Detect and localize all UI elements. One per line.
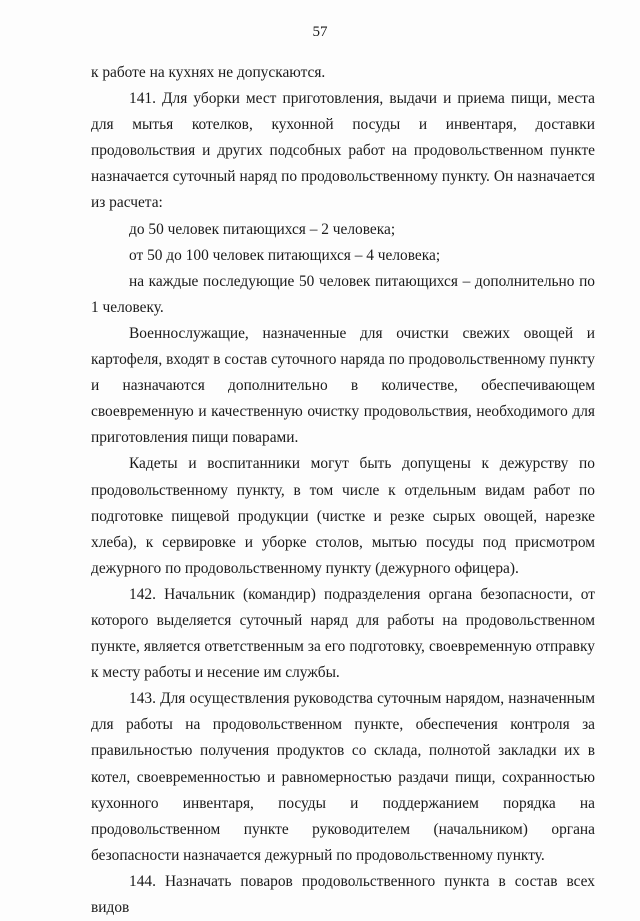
paragraph-cadets: Кадеты и воспитанники могут быть допущены к дежурству по продовольственному пункту, в том числе к отдельным видам работ по подготовке пищевой продукции (чистке и резке сырых овощей, нарезке хлеба), к сервировке и уборке столов, мытью посуды под присмотром дежурного по продовольственному пункту (дежурного офицера). bbox=[91, 455, 595, 577]
list-item-up-to-50: до 50 человек питающихся – 2 человека; bbox=[129, 220, 396, 238]
paragraph-142: 142. Начальник (командир) подразделения органа безопасности, от которого выделяется суточный наряд для работы на продовольственном пункте, является ответственным за его подготовку, своевременную отправку к месту работы и несение им службы. bbox=[91, 585, 595, 682]
paragraph-vegetable-cleaning: Военнослужащие, назначенные для очистки свежих овощей и картофеля, входят в состав суточного наряда по продовольственному пункту и назначаются дополнительно в количестве, обеспечивающем своевременную и качественную очистку продовольствия, необходимого для приготовления пищи поварами. bbox=[91, 324, 595, 447]
paragraph-141: 141. Для уборки мест приготовления, выдачи и приема пищи, места для мытья котелков, кухонной посуды и инвентаря, доставки продовольствия и других подсобных работ на продовольственном пункте назначается суточный наряд по продовольственному пункту. Он назначается из расчета: bbox=[91, 90, 595, 212]
list-item-50-to-100: от 50 до 100 человек питающихся – 4 человека; bbox=[129, 246, 441, 264]
page-number: 57 bbox=[312, 24, 328, 40]
paragraph-continuation: к работе на кухнях не допускаются. bbox=[91, 64, 326, 81]
paragraph-144: 144. Назначать поваров продовольственного пункта в состав всех видов bbox=[91, 872, 595, 916]
list-item-each-next-50: на каждые последующие 50 человек питающихся – дополнительно по 1 человеку. bbox=[91, 272, 595, 316]
document-body bbox=[91, 60, 595, 921]
paragraph-143: 143. Для осуществления руководства суточным нарядом, назначенным для работы на продовольственном пункте, обеспечения контроля за правильностью получения продуктов со склада, полнотой закладки их в котел, своевременностью и равномерностью раздачи пищи, сохранностью кухонного инвентаря, посуды и поддержанием порядка на продовольственном пункте руководителем (начальником) органа безопасности назначается дежурный по продовольственному пункту. bbox=[91, 690, 595, 864]
